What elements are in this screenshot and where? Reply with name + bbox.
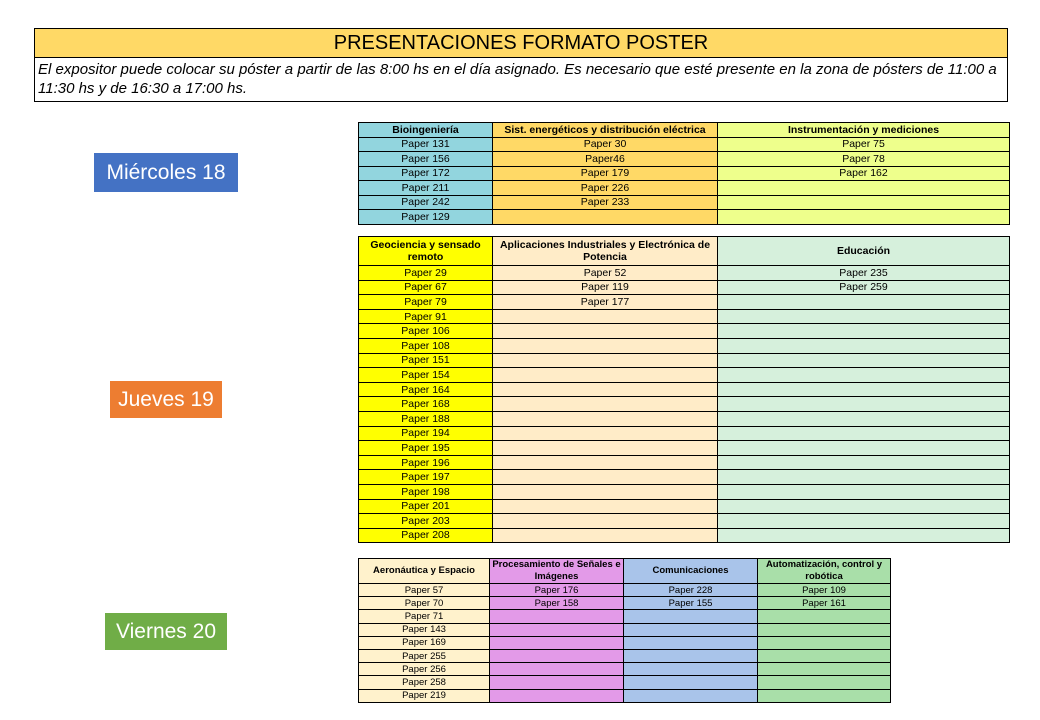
table-row (359, 676, 891, 689)
paper-cell: Paper 168 (359, 397, 493, 412)
paper-cell (718, 411, 1010, 426)
paper-cell: Paper 226 (493, 181, 718, 196)
paper-cell: Paper 71 (359, 610, 490, 623)
table-row (359, 152, 1010, 167)
paper-cell: Paper 161 (758, 597, 891, 610)
paper-cell: Paper46 (493, 152, 718, 167)
paper-cell (493, 309, 718, 324)
table-header-row (359, 123, 1010, 138)
table-row (359, 280, 1010, 295)
table-row (359, 636, 891, 649)
paper-cell: Paper 203 (359, 514, 493, 529)
table-row (359, 484, 1010, 499)
page-title: PRESENTACIONES FORMATO POSTER (34, 28, 1008, 58)
table-row (359, 455, 1010, 470)
paper-cell (718, 484, 1010, 499)
table-row (359, 324, 1010, 339)
instructions-text: El expositor puede colocar su póster a partir de las 8:00 hs en el día asignado. Es necesario que esté presente en la zona de pósters de 11:00 a 11:30 hs y de 16:30 a 17:00 hs. (34, 58, 1008, 102)
paper-cell (493, 411, 718, 426)
column-header: Sist. energéticos y distribución eléctrica (493, 123, 718, 138)
paper-cell: Paper 30 (493, 137, 718, 152)
paper-cell (718, 455, 1010, 470)
paper-cell: Paper 52 (493, 266, 718, 281)
paper-cell: Paper 242 (359, 195, 493, 210)
paper-cell: Paper 155 (624, 597, 758, 610)
column-header: Procesamiento de Señales e Imágenes (490, 559, 624, 584)
paper-cell: Paper 169 (359, 636, 490, 649)
table-row (359, 597, 891, 610)
paper-cell (624, 649, 758, 662)
paper-cell: Paper 108 (359, 338, 493, 353)
paper-cell (718, 353, 1010, 368)
paper-cell: Paper 158 (490, 597, 624, 610)
column-header: Instrumentación y mediciones (718, 123, 1010, 138)
paper-cell: Paper 176 (490, 584, 624, 597)
paper-cell: Paper 188 (359, 411, 493, 426)
paper-cell (493, 382, 718, 397)
paper-cell: Paper 197 (359, 470, 493, 485)
paper-cell: Paper 179 (493, 166, 718, 181)
paper-cell (490, 663, 624, 676)
paper-cell (624, 610, 758, 623)
table-row (359, 309, 1010, 324)
paper-cell: Paper 201 (359, 499, 493, 514)
table-row (359, 353, 1010, 368)
column-header: Aplicaciones Industriales y Electrónica de Potencia (493, 237, 718, 266)
table-row (359, 689, 891, 702)
paper-cell (758, 676, 891, 689)
paper-cell: Paper 219 (359, 689, 490, 702)
paper-cell: Paper 164 (359, 382, 493, 397)
paper-cell (490, 689, 624, 702)
paper-cell: Paper 29 (359, 266, 493, 281)
paper-cell: Paper 256 (359, 663, 490, 676)
paper-cell (758, 636, 891, 649)
table-row (359, 210, 1010, 225)
paper-cell (758, 610, 891, 623)
paper-cell (493, 210, 718, 225)
paper-cell: Paper 208 (359, 528, 493, 543)
paper-cell: Paper 70 (359, 597, 490, 610)
paper-cell: Paper 106 (359, 324, 493, 339)
paper-cell: Paper 143 (359, 623, 490, 636)
table-row (359, 623, 891, 636)
paper-cell (493, 484, 718, 499)
thursday-poster-table (358, 236, 1010, 543)
paper-cell (718, 181, 1010, 196)
paper-cell (490, 610, 624, 623)
paper-cell: Paper 57 (359, 584, 490, 597)
paper-cell (718, 514, 1010, 529)
paper-cell: Paper 156 (359, 152, 493, 167)
table-row (359, 166, 1010, 181)
column-header: Educación (718, 237, 1010, 266)
paper-cell (718, 426, 1010, 441)
paper-cell (493, 528, 718, 543)
column-header: Aeronáutica y Espacio (359, 559, 490, 584)
paper-cell (624, 636, 758, 649)
paper-cell (624, 689, 758, 702)
paper-cell (493, 338, 718, 353)
paper-cell (718, 397, 1010, 412)
column-header: Comunicaciones (624, 559, 758, 584)
column-header: Bioingeniería (359, 123, 493, 138)
table-row (359, 610, 891, 623)
paper-cell (490, 636, 624, 649)
paper-cell (758, 689, 891, 702)
paper-cell (493, 353, 718, 368)
paper-cell (624, 623, 758, 636)
table-row (359, 649, 891, 662)
paper-cell (718, 382, 1010, 397)
column-header: Automatización, control y robótica (758, 559, 891, 584)
paper-cell (718, 210, 1010, 225)
paper-cell: Paper 177 (493, 295, 718, 310)
table-header-row (359, 559, 891, 584)
paper-cell: Paper 109 (758, 584, 891, 597)
paper-cell: Paper 211 (359, 181, 493, 196)
paper-cell (493, 499, 718, 514)
table-row (359, 470, 1010, 485)
paper-cell (493, 324, 718, 339)
paper-cell (490, 623, 624, 636)
table-row (359, 137, 1010, 152)
paper-cell: Paper 233 (493, 195, 718, 210)
paper-cell (718, 195, 1010, 210)
paper-cell (758, 623, 891, 636)
table-row (359, 195, 1010, 210)
paper-cell (758, 649, 891, 662)
table-row (359, 295, 1010, 310)
table-row (359, 181, 1010, 196)
paper-cell: Paper 228 (624, 584, 758, 597)
day-badge-friday: Viernes 20 (105, 613, 227, 650)
paper-cell (718, 528, 1010, 543)
paper-cell (490, 676, 624, 689)
table-row (359, 397, 1010, 412)
paper-cell (758, 663, 891, 676)
table-row (359, 338, 1010, 353)
paper-cell (493, 426, 718, 441)
paper-cell (493, 470, 718, 485)
paper-cell: Paper 67 (359, 280, 493, 295)
paper-cell (493, 368, 718, 383)
day-badge-wednesday: Miércoles 18 (94, 153, 238, 192)
paper-cell: Paper 195 (359, 441, 493, 456)
paper-cell: Paper 91 (359, 309, 493, 324)
paper-cell (718, 441, 1010, 456)
paper-cell (493, 455, 718, 470)
paper-cell: Paper 235 (718, 266, 1010, 281)
paper-cell (624, 676, 758, 689)
table-row (359, 411, 1010, 426)
paper-cell: Paper 78 (718, 152, 1010, 167)
paper-cell (718, 499, 1010, 514)
table-header-row (359, 237, 1010, 266)
paper-cell: Paper 258 (359, 676, 490, 689)
table-row (359, 441, 1010, 456)
table-row (359, 426, 1010, 441)
friday-poster-table (358, 558, 891, 703)
paper-cell: Paper 194 (359, 426, 493, 441)
table-row (359, 368, 1010, 383)
table-row (359, 382, 1010, 397)
paper-cell (490, 649, 624, 662)
paper-cell (718, 295, 1010, 310)
paper-cell (493, 441, 718, 456)
paper-cell (624, 663, 758, 676)
paper-cell (718, 338, 1010, 353)
paper-cell: Paper 131 (359, 137, 493, 152)
paper-cell: Paper 129 (359, 210, 493, 225)
paper-cell: Paper 151 (359, 353, 493, 368)
paper-cell (493, 397, 718, 412)
paper-cell: Paper 79 (359, 295, 493, 310)
paper-cell: Paper 196 (359, 455, 493, 470)
paper-cell: Paper 154 (359, 368, 493, 383)
paper-cell (718, 470, 1010, 485)
table-row (359, 528, 1010, 543)
paper-cell: Paper 255 (359, 649, 490, 662)
wednesday-poster-table (358, 122, 1010, 225)
paper-cell: Paper 119 (493, 280, 718, 295)
table-row (359, 514, 1010, 529)
table-row (359, 499, 1010, 514)
paper-cell: Paper 198 (359, 484, 493, 499)
paper-cell (493, 514, 718, 529)
table-row (359, 584, 891, 597)
paper-cell (718, 368, 1010, 383)
paper-cell: Paper 172 (359, 166, 493, 181)
table-row (359, 266, 1010, 281)
table-row (359, 663, 891, 676)
paper-cell (718, 309, 1010, 324)
day-badge-thursday: Jueves 19 (110, 381, 222, 418)
column-header: Geociencia y sensado remoto (359, 237, 493, 266)
paper-cell: Paper 75 (718, 137, 1010, 152)
paper-cell: Paper 162 (718, 166, 1010, 181)
paper-cell (718, 324, 1010, 339)
paper-cell: Paper 259 (718, 280, 1010, 295)
